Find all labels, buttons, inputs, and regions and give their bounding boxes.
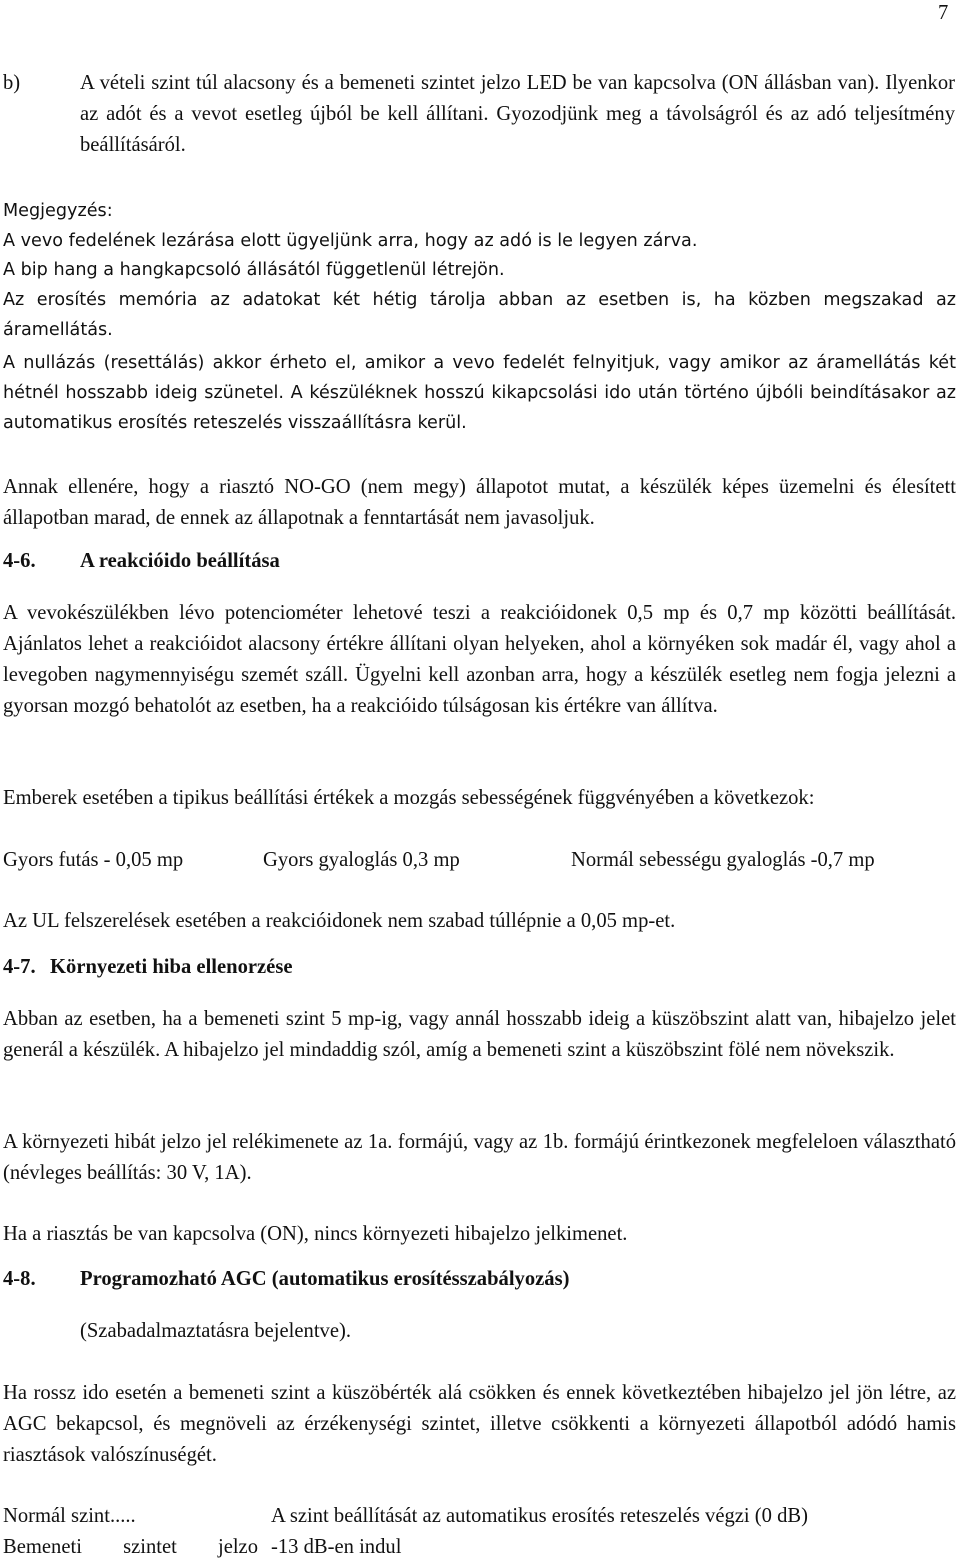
relay-paragraph: A környezeti hibát jelzo jel relékimenete az 1a. formájú, vagy az 1b. formájú érintkezonek megfeleloen választható (névleges beállítás: 30 V, 1A). — [3, 1131, 956, 1184]
note-heading: Megjegyzés: — [3, 201, 113, 221]
level-row-label: Normál szint..... — [3, 1505, 136, 1527]
nogo-paragraph: Annak ellenére, hogy a riasztó NO-GO (nem megy) állapotot mutat, a készülék képes üzemelni és élesített állapotban marad, de ennek az állapotnak a fenntartását nem javasoljuk. — [3, 476, 956, 529]
note-paragraph-memory: Az erosítés memória az adatokat két hétig tárolja abban az esetben is, ha közben megszakad az áramellátás. — [3, 290, 956, 340]
item-label: b) — [3, 72, 21, 94]
note-line-2: A bip hang a hangkapcsoló állásától függetlenül létrejön. — [3, 260, 505, 280]
fault-paragraph: Abban az esetben, ha a bemeneti szint 5 mp-ig, vagy annál hosszabb ideig a küszöbszint alatt van, hibajelzo jelet generál a készülék. A hibajelzo jel mindaddig szól, amíg a bemeneti szint a küszöbszint fölé nem növekszik. — [3, 1008, 956, 1061]
patent-note: (Szabadalmaztatásra bejelentve). — [80, 1320, 351, 1342]
level-row-label: Bemeneti szintet jelzo — [3, 1536, 258, 1558]
typical-values-paragraph: Emberek esetében a tipikus beállítási értékek a mozgás sebességének függvényében a következok: — [3, 787, 815, 809]
item-b-text: A vételi szint túl alacsony és a bemeneti szintet jelzo LED be van kapcsolva (ON állásban van). Ilyenkor az adót és a vevot esetleg újból be kell állítani. Gyozodjünk meg a távolságról és az adó teljesítmény beállításáról. — [80, 72, 955, 156]
reaction-paragraph: A vevokészülékben lévo potenciométer lehetové teszi a reakcióidonek 0,5 mp és 0,7 mp közötti beállítását. Ajánlatos lehet a reakcióidot alacsony értékre állítani olyan helyeken, ahol a környéken sok madár él, vagy ahol a levegoben nagymennyiségu szemét száll. Ügyelni kell azonban arra, hogy a készülék esetleg nem fogja jelezni a gyorsan mozgó behatolót az esetben, ha a reakcióido túlságosan kis értékre van állítva. — [3, 602, 956, 717]
note-line-1: A vevo fedelének lezárása elott ügyeljünk arra, hogy az adó is le legyen zárva. — [3, 231, 698, 251]
ul-paragraph: Az UL felszerelések esetében a reakcióidonek nem szabad túllépnie a 0,05 mp-et. — [3, 910, 676, 932]
section-number: 4-6. — [3, 550, 36, 572]
section-title: Programozható AGC (automatikus erosítésszabályozás) — [80, 1268, 570, 1290]
section-number: 4-7. — [3, 956, 36, 978]
speed-fast-walk: Gyors gyaloglás 0,3 mp — [263, 849, 460, 871]
section-title: A reakcióido beállítása — [80, 550, 280, 572]
speed-normal-walk: Normál sebességu gyaloglás -0,7 mp — [571, 849, 875, 871]
level-row-value: -13 dB-en indul — [271, 1536, 402, 1558]
level-row-value: A szint beállítását az automatikus erosítés reteszelés végzi (0 dB) — [271, 1505, 808, 1527]
agc-paragraph: Ha rossz ido esetén a bemeneti szint a küszöbérték alá csökken és ennek következtében hibajelzo jel jön létre, az AGC bekapcsol, és megnöveli az érzékenységi szintet, illetve csökkenti a környezeti állapotból adódó hamis riasztások valószínuségét. — [3, 1382, 956, 1466]
section-number: 4-8. — [3, 1268, 36, 1290]
page-number: 7 — [938, 2, 949, 24]
section-title: Környezeti hiba ellenorzése — [50, 956, 293, 978]
alarm-on-paragraph: Ha a riasztás be van kapcsolva (ON), nincs környezeti hibajelzo jelkimenet. — [3, 1223, 628, 1245]
note-paragraph-reset: A nullázás (resettálás) akkor érheto el, amikor a vevo fedelét felnyitjuk, vagy amikor az áramellátás két hétnél hosszabb ideig szünetel. A készüléknek hosszú kikapcsolási ido után történo újbóli beindításakor az automatikus erosítés reteszelés visszaállításra kerül. — [3, 353, 956, 433]
speed-fast-run: Gyors futás - 0,05 mp — [3, 849, 184, 871]
